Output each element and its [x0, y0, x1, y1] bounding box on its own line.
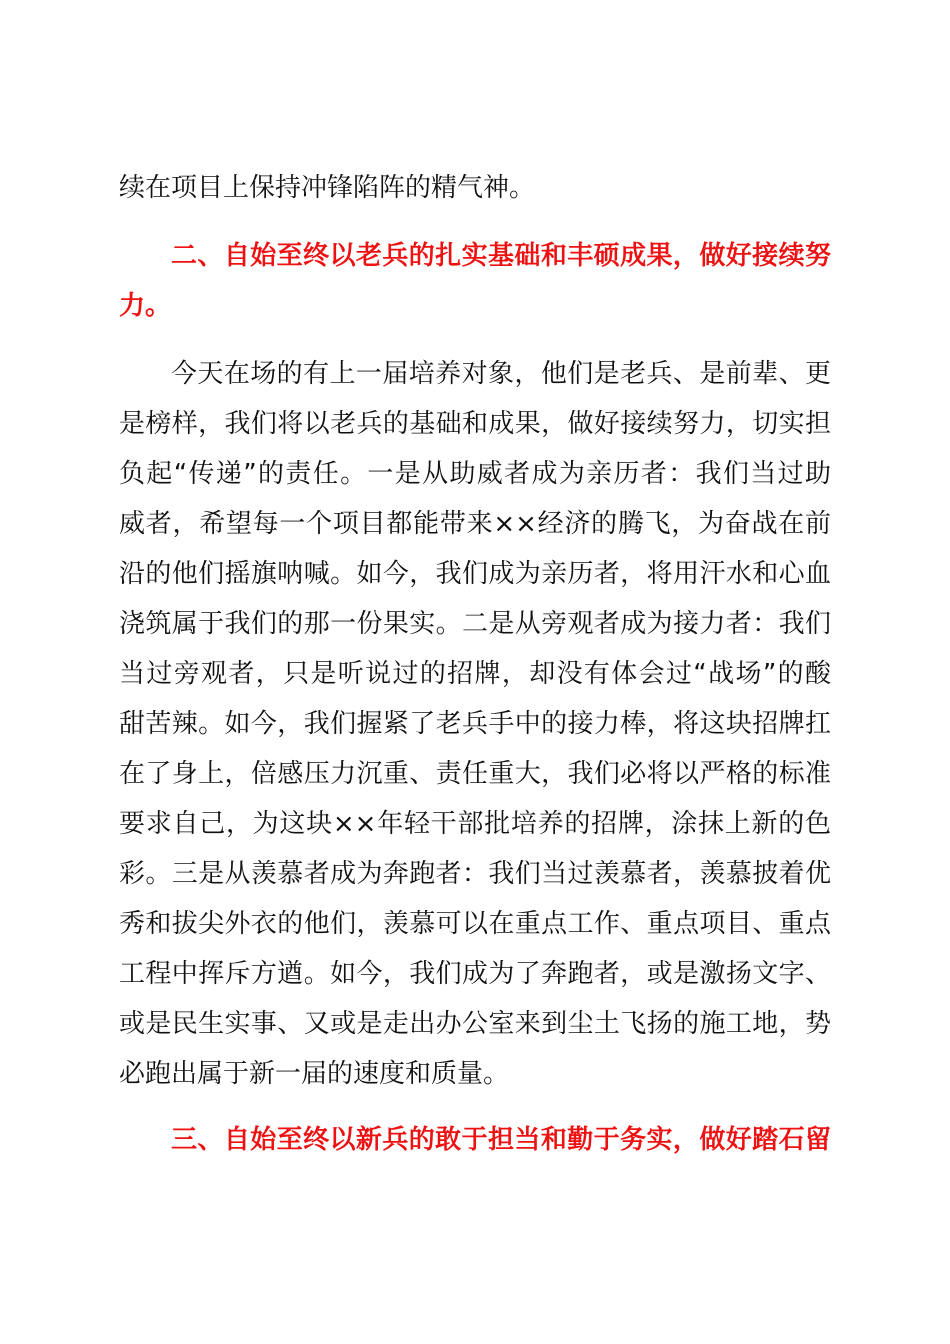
- paragraph-line: 是榜样，我们将以老兵的基础和成果，做好接续努力，切实担: [119, 409, 831, 439]
- section-two-heading-line-1: 二、自始至终以老兵的扎实基础和丰硕成果，做好接续努: [171, 241, 831, 271]
- paragraph-line: 浇筑属于我们的那一份果实。二是从旁观者成为接力者：我们: [119, 609, 831, 639]
- paragraph-line: 今天在场的有上一届培养对象，他们是老兵、是前辈、更: [171, 359, 831, 389]
- paragraph-line: 必跑出属于新一届的速度和质量。: [119, 1059, 510, 1089]
- paragraph-line: 或是民生实事、又或是走出办公室来到尘土飞扬的施工地，势: [119, 1009, 831, 1039]
- paragraph-line: 负起“传递”的责任。一是从助威者成为亲历者：我们当过助: [119, 459, 831, 489]
- paragraph-line: 沿的他们摇旗呐喊。如今，我们成为亲历者，将用汗水和心血: [119, 559, 831, 589]
- paragraph-line: 彩。三是从羡慕者成为奔跑者：我们当过羡慕者，羡慕披着优: [119, 859, 831, 889]
- section-two-heading-line-2: 力。: [119, 291, 172, 321]
- paragraph-line: 秀和拔尖外衣的他们，羡慕可以在重点工作、重点项目、重点: [119, 909, 831, 939]
- intro-line: 续在项目上保持冲锋陷阵的精气神。: [119, 173, 536, 203]
- paragraph-line: 当过旁观者，只是听说过的招牌，却没有体会过“战场”的酸: [119, 659, 831, 689]
- paragraph-line: 威者，希望每一个项目都能带来××经济的腾飞，为奋战在前: [119, 509, 831, 539]
- section-three-heading: 三、自始至终以新兵的敢于担当和勤于务实，做好踏石留: [171, 1125, 831, 1155]
- paragraph-line: 甜苦辣。如今，我们握紧了老兵手中的接力棒，将这块招牌扛: [119, 709, 831, 739]
- paragraph-line: 工程中挥斥方遒。如今，我们成为了奔跑者，或是激扬文字、: [119, 959, 831, 989]
- paragraph-line: 在了身上，倍感压力沉重、责任重大，我们必将以严格的标准: [119, 759, 831, 789]
- paragraph-line: 要求自己，为这块××年轻干部批培养的招牌，涂抹上新的色: [119, 809, 831, 839]
